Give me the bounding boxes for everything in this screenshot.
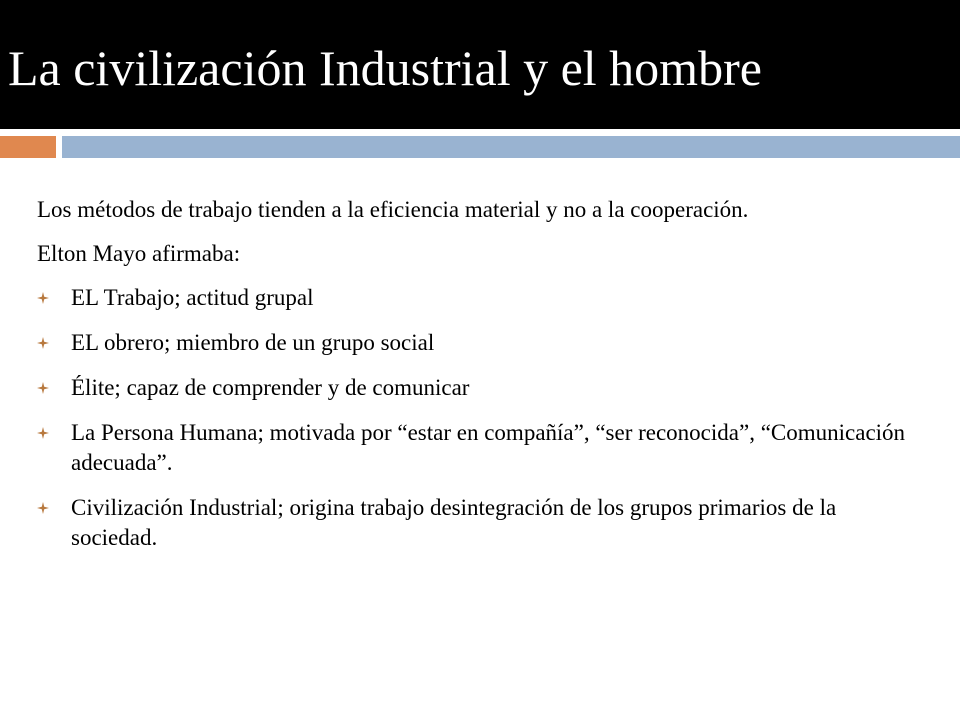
bullet-text: EL obrero; miembro de un grupo social (71, 330, 435, 355)
accent-bar-orange (0, 136, 56, 158)
bullet-text: EL Trabajo; actitud grupal (71, 285, 314, 310)
diamond-bullet-icon (37, 427, 49, 439)
list-item (37, 283, 917, 313)
lead-paragraph: Elton Mayo afirmaba: (37, 241, 241, 266)
slide-title: La civilización Industrial y el hombre (8, 40, 762, 96)
list-item (37, 418, 917, 478)
diamond-bullet-icon (37, 337, 49, 349)
bullet-text: Civilización Industrial; origina trabajo desintegración de los grupos primarios de la sociedad. (71, 495, 837, 550)
accent-bar-blue (62, 136, 960, 158)
list-item (37, 373, 917, 403)
bullet-list (37, 283, 917, 553)
intro-paragraph: Los métodos de trabajo tienden a la eficiencia material y no a la cooperación. (37, 197, 749, 222)
slide-body (37, 195, 917, 568)
diamond-bullet-icon (37, 502, 49, 514)
list-item (37, 493, 917, 553)
title-bar (0, 0, 960, 129)
list-item (37, 328, 917, 358)
bullet-text: La Persona Humana; motivada por “estar en compañía”, “ser reconocida”, “Comunicación adecuada”. (71, 420, 906, 475)
bullet-text: Élite; capaz de comprender y de comunicar (71, 375, 470, 400)
diamond-bullet-icon (37, 292, 49, 304)
diamond-bullet-icon (37, 382, 49, 394)
